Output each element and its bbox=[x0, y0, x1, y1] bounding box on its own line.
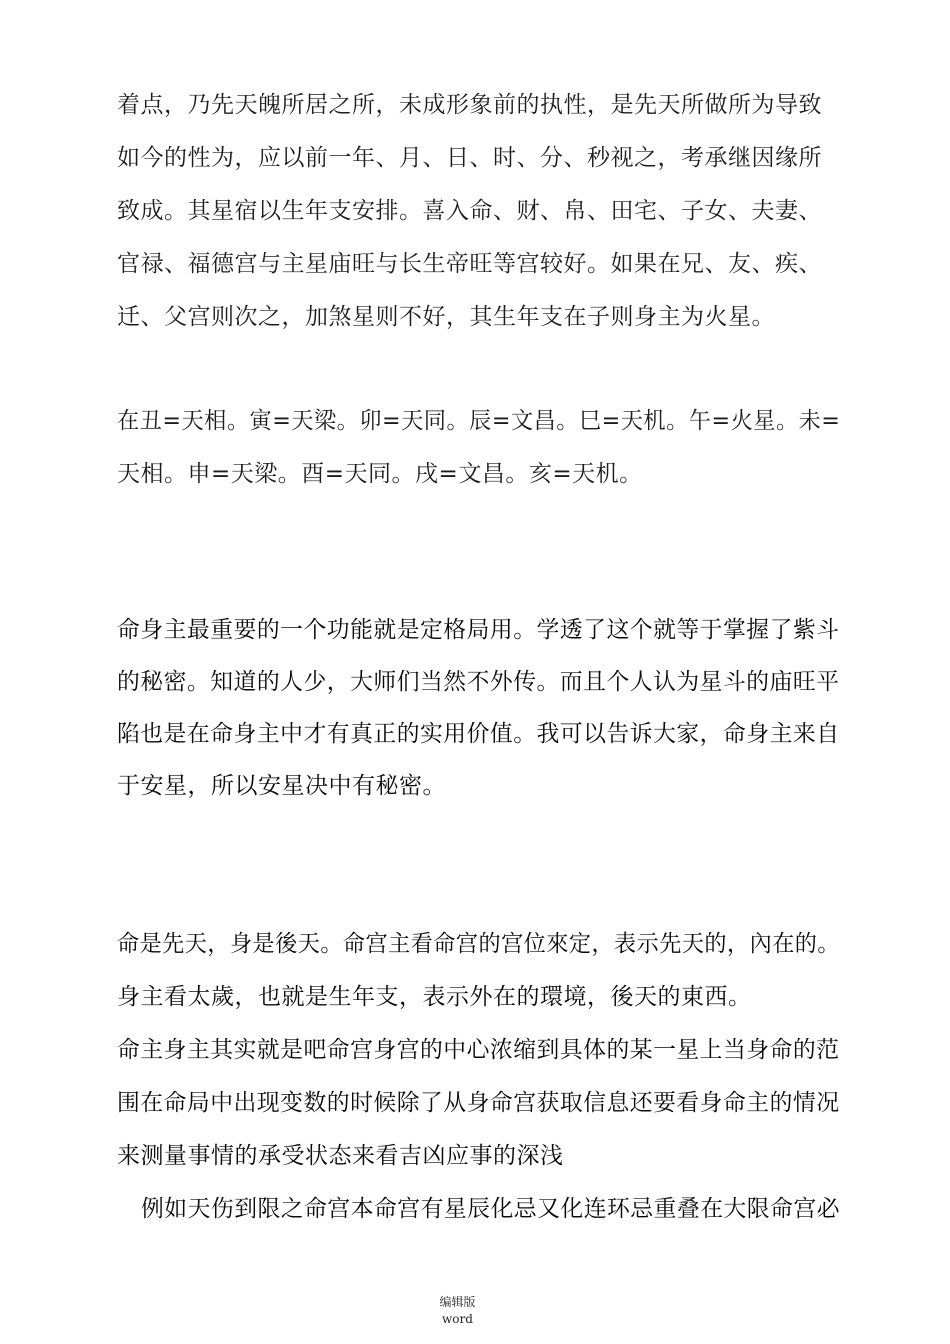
text-line: 的秘密。知道的人少，大师们当然不外传。而且个人认为星斗的庙旺平 bbox=[117, 669, 840, 695]
text-line: 陷也是在命身主中才有真正的实用价值。我可以告诉大家，命身主来自 bbox=[117, 721, 840, 747]
footer-sublabel: word bbox=[442, 1312, 473, 1326]
text-line: 例如天伤到限之命宫本命宫有星辰化忌又化连环忌重叠在大限命宫必 bbox=[141, 1196, 841, 1222]
text-line: 在丑=天相。寅=天梁。卯=天同。辰=文昌。巳=天机。午=火星。未= bbox=[117, 408, 841, 434]
text-line: 命是先天，身是後天。命宫主看命宫的宫位來定，表示先天的，內在的。 bbox=[117, 931, 840, 957]
text-line: 围在命局中出现变数的时候除了从身命宫获取信息还要看身命主的情况 bbox=[117, 1090, 840, 1116]
text-line: 命身主最重要的一个功能就是定格局用。学透了这个就等于掌握了紫斗 bbox=[117, 617, 840, 643]
text-line: 如今的性为，应以前一年、月、日、时、分、秒视之，考承继因缘所 bbox=[117, 145, 822, 171]
footer-label: 编辑版 bbox=[439, 1295, 476, 1309]
text-line: 迁、父宫则次之，加煞星则不好，其生年支在子则身主为火星。 bbox=[117, 304, 775, 330]
text-line: 命主身主其实就是吧命宫身宫的中心浓缩到具体的某一星上当身命的范 bbox=[117, 1037, 840, 1063]
text-line: 官禄、福德宫与主星庙旺与长生帝旺等宫较好。如果在兄、友、疾、 bbox=[117, 251, 822, 277]
text-line: 天相。申=天梁。酉=天同。戌=文昌。亥=天机。 bbox=[117, 461, 643, 487]
text-line: 来测量事情的承受状态来看吉凶应事的深浅 bbox=[117, 1143, 564, 1169]
text-line: 于安星，所以安星决中有秘密。 bbox=[117, 773, 446, 799]
text-line: 致成。其星宿以生年支安排。喜入命、财、帛、田宅、子女、夫妻、 bbox=[117, 198, 822, 224]
text-line: 身主看太歲，也就是生年支，表示外在的環境，後天的東西。 bbox=[117, 984, 752, 1010]
text-line: 着点，乃先天魄所居之所，未成形象前的执性，是先天所做所为导致 bbox=[117, 92, 822, 118]
